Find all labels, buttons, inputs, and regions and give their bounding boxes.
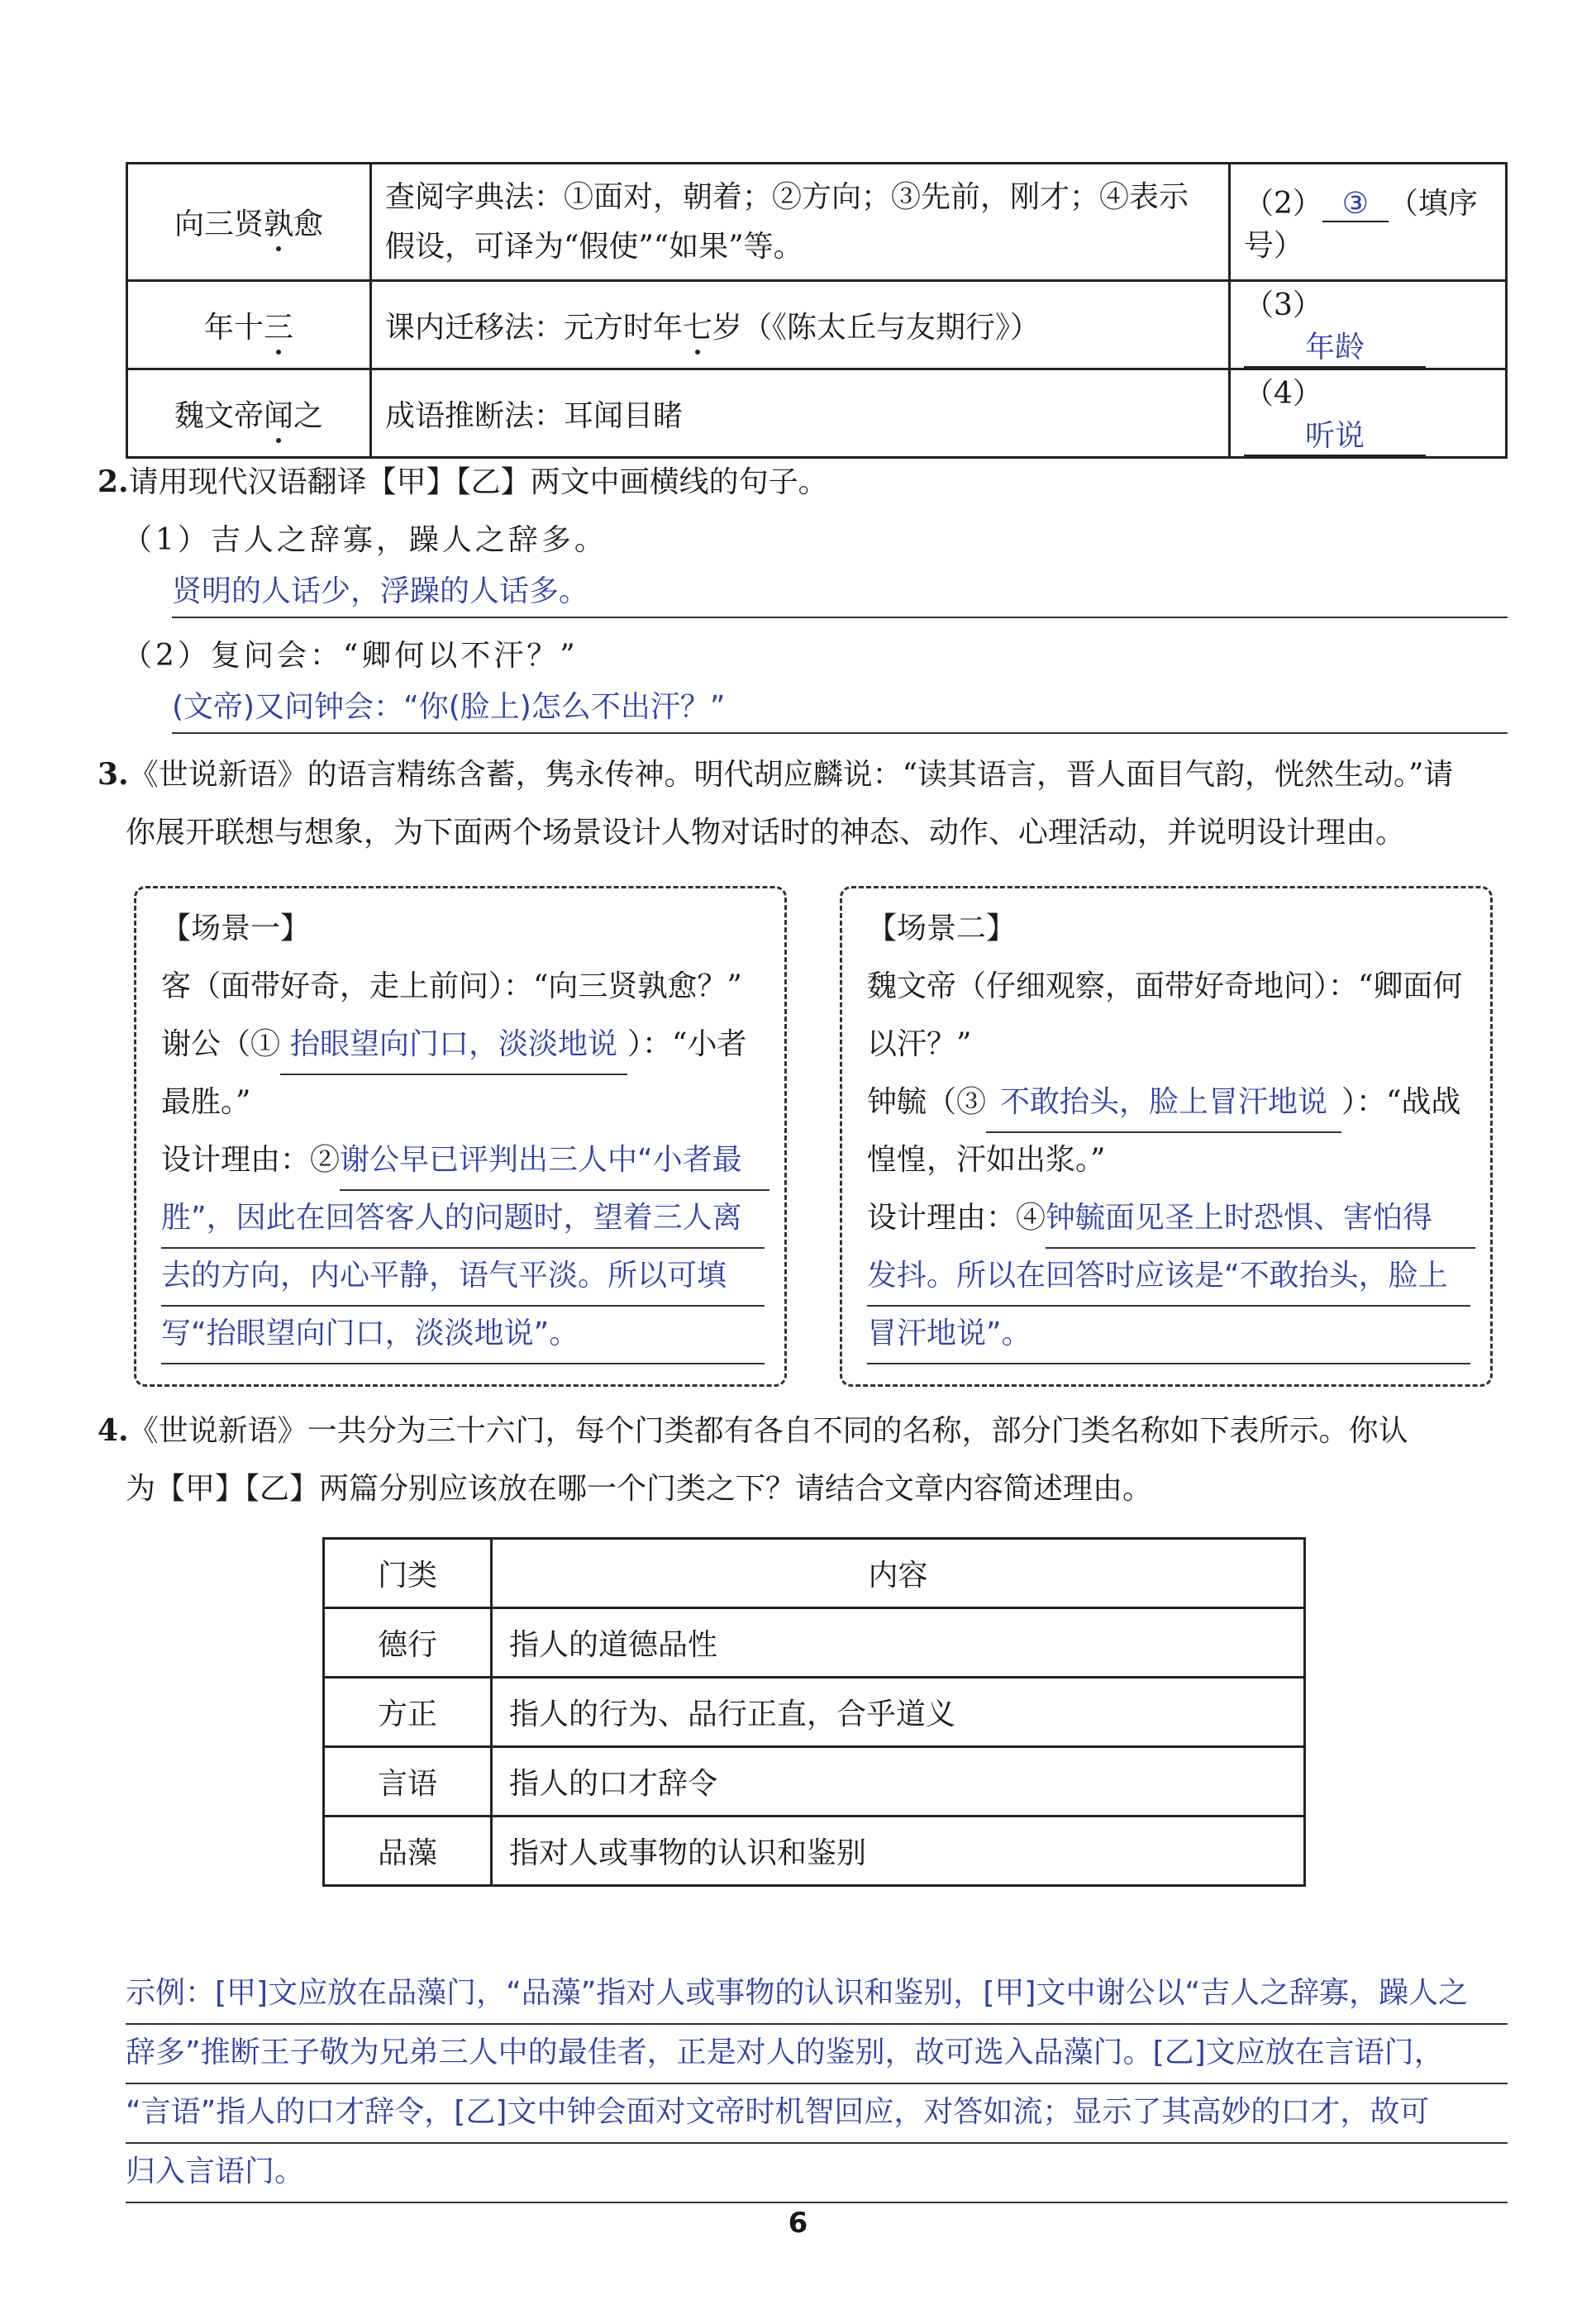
vocab-word (127, 164, 371, 281)
q2-answer-2[interactable]: (文帝)又问钟会：“你(脸上)怎么不出汗？” (172, 683, 1508, 734)
scene-reason-text[interactable]: 钟毓面见圣上时恐惧、害怕得 (1046, 1189, 1475, 1249)
scene-line: 惶惶，汗如出浆。” (867, 1143, 1106, 1177)
vocab-word (127, 281, 371, 369)
scene-text: ）：“小者 (627, 1027, 747, 1061)
vocab-method (371, 281, 1230, 369)
item-number: （2） (1244, 186, 1322, 221)
question-3 (98, 757, 1453, 793)
question-number: 4. (98, 1413, 129, 1448)
table-cell: 方正 (324, 1678, 492, 1747)
table-header: 门类 (324, 1539, 492, 1608)
question-4-line-2: 为【甲】【乙】两篇分别应该放在哪一个门类之下？请结合文章内容简述理由。 (126, 1472, 1153, 1506)
scene-line: 魏文帝（仔细观察，面带好奇地问）：“卿面何 (867, 969, 1463, 1003)
q4-answer[interactable] (126, 1964, 1508, 2212)
word-text: 魏文帝 (174, 398, 264, 433)
table-row (324, 1817, 1305, 1886)
question-number: 2. (98, 464, 129, 499)
scene-title: 【场景二】 (867, 912, 1017, 945)
scene-line: 最胜。” (161, 1085, 251, 1119)
scene-line (867, 1074, 1470, 1131)
scene-line: 以汗？” (867, 1027, 972, 1061)
table-cell: 品藻 (324, 1817, 492, 1886)
table-row (324, 1747, 1305, 1817)
vocab-answer-cell (1230, 369, 1507, 458)
scene-title: 【场景一】 (161, 912, 311, 945)
question-number: 3. (98, 757, 129, 792)
word-text: 之 (293, 398, 324, 433)
question-text: 《世说新语》的语言精练含蓄，隽永传神。明代胡应麟说：“读其语言，晋人面目气韵，恍然生动。”请 (128, 758, 1454, 792)
vocab-method: 查阅字典法：①面对，朝着；②方向；③先前，刚才；④表示假设，可译为“假使”“如果”等。 (371, 164, 1230, 281)
scene-line: 客（面带好奇，走上前问）：“向三贤孰愈？” (161, 969, 742, 1003)
question-text: 请用现代汉语翻译【甲】【乙】两文中画横线的句子。 (128, 465, 828, 499)
table-row (324, 1678, 1305, 1747)
scene-reason-text[interactable]: 胜”，因此在回答客人的问题时，望着三人离 (161, 1189, 765, 1249)
answer-line: 示例：[甲]文应放在品藻门，“品藻”指对人或事物的认识和鉴别，[甲]文中谢公以“吉人之辞寡，躁人之 (126, 1964, 1508, 2025)
scene-answer-3[interactable]: 不敢抬头，脸上冒汗地说 (986, 1074, 1341, 1133)
word-text: 愈 (293, 207, 324, 241)
answer-line: “言语”指人的口才辞令，[乙]文中钟会面对文帝时机智回应，对答如流；显示了其高妙的口才，故可 (126, 2083, 1508, 2144)
question-text: 《世说新语》一共分为三十六门，每个门类都有各自不同的名称，部分门类名称如下表所示。你认 (128, 1414, 1408, 1448)
item-number: （4） (1244, 377, 1322, 411)
question-2 (98, 464, 828, 500)
scene-line (161, 1131, 765, 1189)
method-text: 课内迁移法：元方时年 (385, 310, 684, 345)
vocab-table (126, 162, 1508, 459)
answer-blank[interactable]: ③ (1322, 187, 1389, 222)
answer-line: 辞多”推断王子敬为兄弟三人中的最佳者，正是对人的鉴别，故可选入品藻门。[乙]文应放在言语门， (126, 2023, 1508, 2084)
q2-answer-1[interactable]: 贤明的人话少，浮躁的人话多。 (172, 567, 1508, 618)
q2-sentence-2: （2）复问会：“卿何以不汗？” (122, 639, 579, 673)
vocab-word (127, 369, 371, 458)
answer-blank[interactable]: 年龄 (1244, 324, 1426, 368)
answer-line: 归入言语门。 (126, 2142, 1508, 2203)
scene-reason-text[interactable]: 去的方向，内心平静，语气平淡。所以可填 (161, 1247, 765, 1307)
scene-reason-text[interactable]: 写“抬眼望向门口，淡淡地说”。 (161, 1305, 765, 1364)
table-cell: 指人的行为、品行正直，合乎道义 (492, 1678, 1305, 1747)
table-header: 内容 (492, 1539, 1305, 1608)
scene-2-box (840, 886, 1493, 1387)
table-row (127, 281, 1507, 369)
scene-reason-text[interactable]: 冒汗地说”。 (867, 1305, 1470, 1364)
word-text: 年十 (203, 310, 264, 345)
page-number: 6 (788, 2207, 808, 2240)
answer-blank[interactable]: 听说 (1244, 412, 1426, 456)
vocab-method: 成语推断法：耳闻目睹 (371, 369, 1230, 458)
scene-line (161, 1016, 765, 1074)
scene-reason-text[interactable]: 谢公早已评判出三人中“小者最 (340, 1131, 769, 1191)
scene-line (867, 1189, 1470, 1247)
reason-label: 设计理由：② (161, 1143, 341, 1177)
table-cell: 言语 (324, 1747, 492, 1817)
table-cell: 指人的口才辞令 (492, 1747, 1305, 1817)
dotted-char: 三 (264, 304, 293, 346)
vocab-answer-cell (1230, 164, 1507, 281)
scene-text: ）：“战战 (1341, 1085, 1461, 1119)
scene-answer-1[interactable]: 抬眼望向门口，淡淡地说 (280, 1016, 627, 1075)
q2-sentence-1: （1）吉人之辞寡，躁人之辞多。 (122, 523, 607, 557)
table-row (324, 1608, 1305, 1678)
table-cell: 指人的道德品性 (492, 1608, 1305, 1678)
reason-label: 设计理由：④ (867, 1201, 1046, 1235)
table-header-row (324, 1539, 1305, 1608)
scene-1-box (134, 886, 787, 1387)
word-text: 向三贤 (174, 207, 264, 241)
question-4 (98, 1413, 1408, 1449)
dotted-char: 七 (683, 304, 712, 346)
dotted-char: 闻 (264, 393, 293, 435)
table-cell: 指对人或事物的认识和鉴别 (492, 1817, 1305, 1886)
fill-hint: （填序号） (1244, 186, 1478, 263)
scene-text: 谢公（① (161, 1027, 281, 1061)
table-row (127, 164, 1507, 281)
method-text: 岁（《陈太丘与友期行》） (712, 310, 1041, 345)
dotted-char: 孰 (264, 201, 293, 243)
table-cell: 德行 (324, 1608, 492, 1678)
question-3-line-2: 你展开联想与想象，为下面两个场景设计人物对话时的神态、动作、心理活动，并说明设计理由。 (126, 816, 1406, 850)
table-row (127, 369, 1507, 458)
category-table (322, 1537, 1306, 1887)
scene-text: 钟毓（③ (867, 1085, 987, 1119)
scene-reason-text[interactable]: 发抖。所以在回答时应该是“不敢抬头，脸上 (867, 1247, 1470, 1307)
item-number: （3） (1244, 288, 1322, 322)
vocab-answer-cell (1230, 281, 1507, 369)
